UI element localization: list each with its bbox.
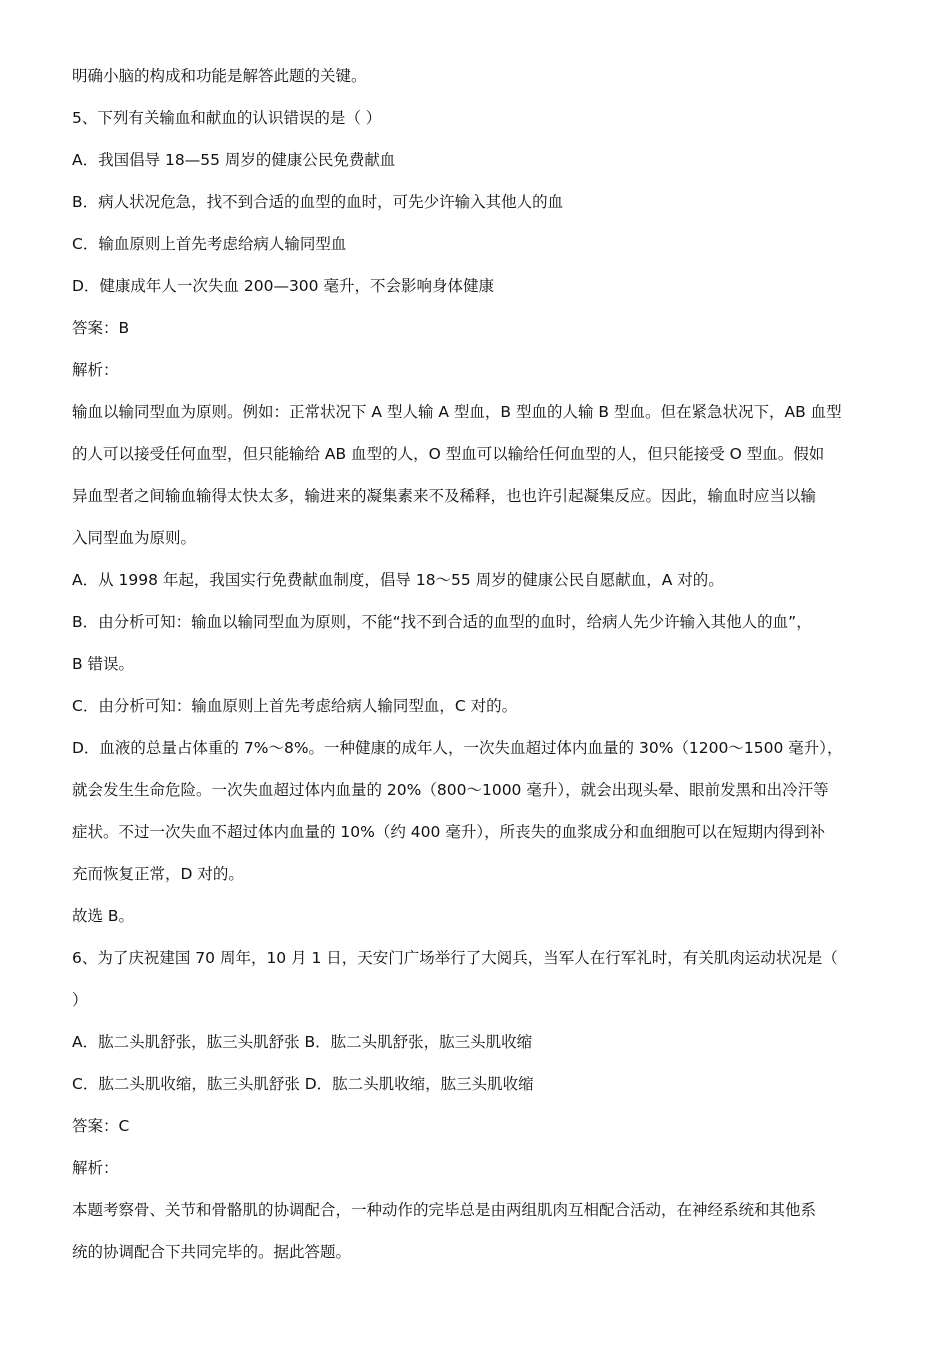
question-5-stem: 5、下列有关输血和献血的认识错误的是（ ）: [72, 109, 382, 127]
analysis-option-d-cont: 就会发生生命危险。一次失血超过体内血量的 20%（800～1000 毫升），就会出现头晕、眼前发黑和出冷汗等: [72, 781, 829, 799]
question-6-options-ab: A．肱二头肌舒张，肱三头肌舒张 B．肱二头肌舒张，肱三头肌收缩: [72, 1033, 533, 1051]
analysis-option-d: D．血液的总量占体重的 7%～8%。一种健康的成年人，一次失血超过体内血量的 30%（1200～1500 毫升），: [72, 739, 843, 757]
analysis-paragraph-line: 输血以输同型血为原则。例如：正常状况下 A 型人输 A 型血，B 型血的人输 B 型血。但在紧急状况下，AB 血型: [72, 403, 842, 421]
question-5-option-b: B．病人状况危急，找不到合适的血型的血时，可先少许输入其他人的血: [72, 193, 564, 211]
analysis-option-d-cont: 症状。不过一次失血不超过体内血量的 10%（约 400 毫升），所丧失的血浆成分和血细胞可以在短期内得到补: [72, 823, 826, 841]
analysis-option-b-cont: B 错误。: [72, 655, 135, 673]
analysis-option-c: C．由分析可知：输血原则上首先考虑给病人输同型血，C 对的。: [72, 697, 518, 715]
question-5-option-c: C．输血原则上首先考虑给病人输同型血: [72, 235, 347, 253]
question-5-choice: 故选 B。: [72, 907, 135, 925]
question-6-analysis-line: 本题考察骨、关节和骨骼肌的协调配合，一种动作的完毕总是由两组肌肉互相配合活动，在神经系统和其他系: [72, 1201, 817, 1219]
analysis-option-d-cont: 充而恢复正常，D 对的。: [72, 865, 244, 883]
document-page: [72, 66, 882, 1284]
analysis-paragraph-line: 入同型血为原则。: [72, 529, 197, 547]
analysis-option-a: A．从 1998 年起，我国实行免费献血制度，倡导 18～55 周岁的健康公民自愿献血，A 对的。: [72, 571, 724, 589]
intro-conclusion: 明确小脑的构成和功能是解答此题的关键。: [72, 67, 367, 85]
question-6-stem: 6、为了庆祝建国 70 周年，10 月 1 日，天安门广场举行了大阅兵，当军人在行军礼时，有关肌肉运动状况是（: [72, 949, 838, 967]
analysis-paragraph-line: 的人可以接受任何血型，但只能输给 AB 血型的人，O 型血可以输给任何血型的人，但只能接受 O 型血。假如: [72, 445, 825, 463]
question-6-stem-cont: ）: [72, 991, 88, 1009]
question-6-analysis-label: 解析：: [72, 1159, 119, 1177]
analysis-paragraph-line: 异血型者之间输血输得太快太多，输进来的凝集素来不及稀释，也也许引起凝集反应。因此，输血时应当以输: [72, 487, 817, 505]
question-5-answer: 答案：B: [72, 319, 130, 337]
question-5-option-a: A．我国倡导 18—55 周岁的健康公民免费献血: [72, 151, 396, 169]
question-6-answer: 答案：C: [72, 1117, 130, 1135]
question-6-analysis-line: 统的协调配合下共同完毕的。据此答题。: [72, 1243, 352, 1261]
analysis-option-b: B．由分析可知：输血以输同型血为原则，不能“找不到合适的血型的血时，给病人先少许输入其他人的血”，: [72, 613, 812, 631]
question-5-analysis-label: 解析：: [72, 361, 119, 379]
question-5-option-d: D．健康成年人一次失血 200—300 毫升，不会影响身体健康: [72, 277, 494, 295]
question-6-options-cd: C．肱二头肌收缩，肱三头肌舒张 D．肱二头肌收缩，肱三头肌收缩: [72, 1075, 534, 1093]
